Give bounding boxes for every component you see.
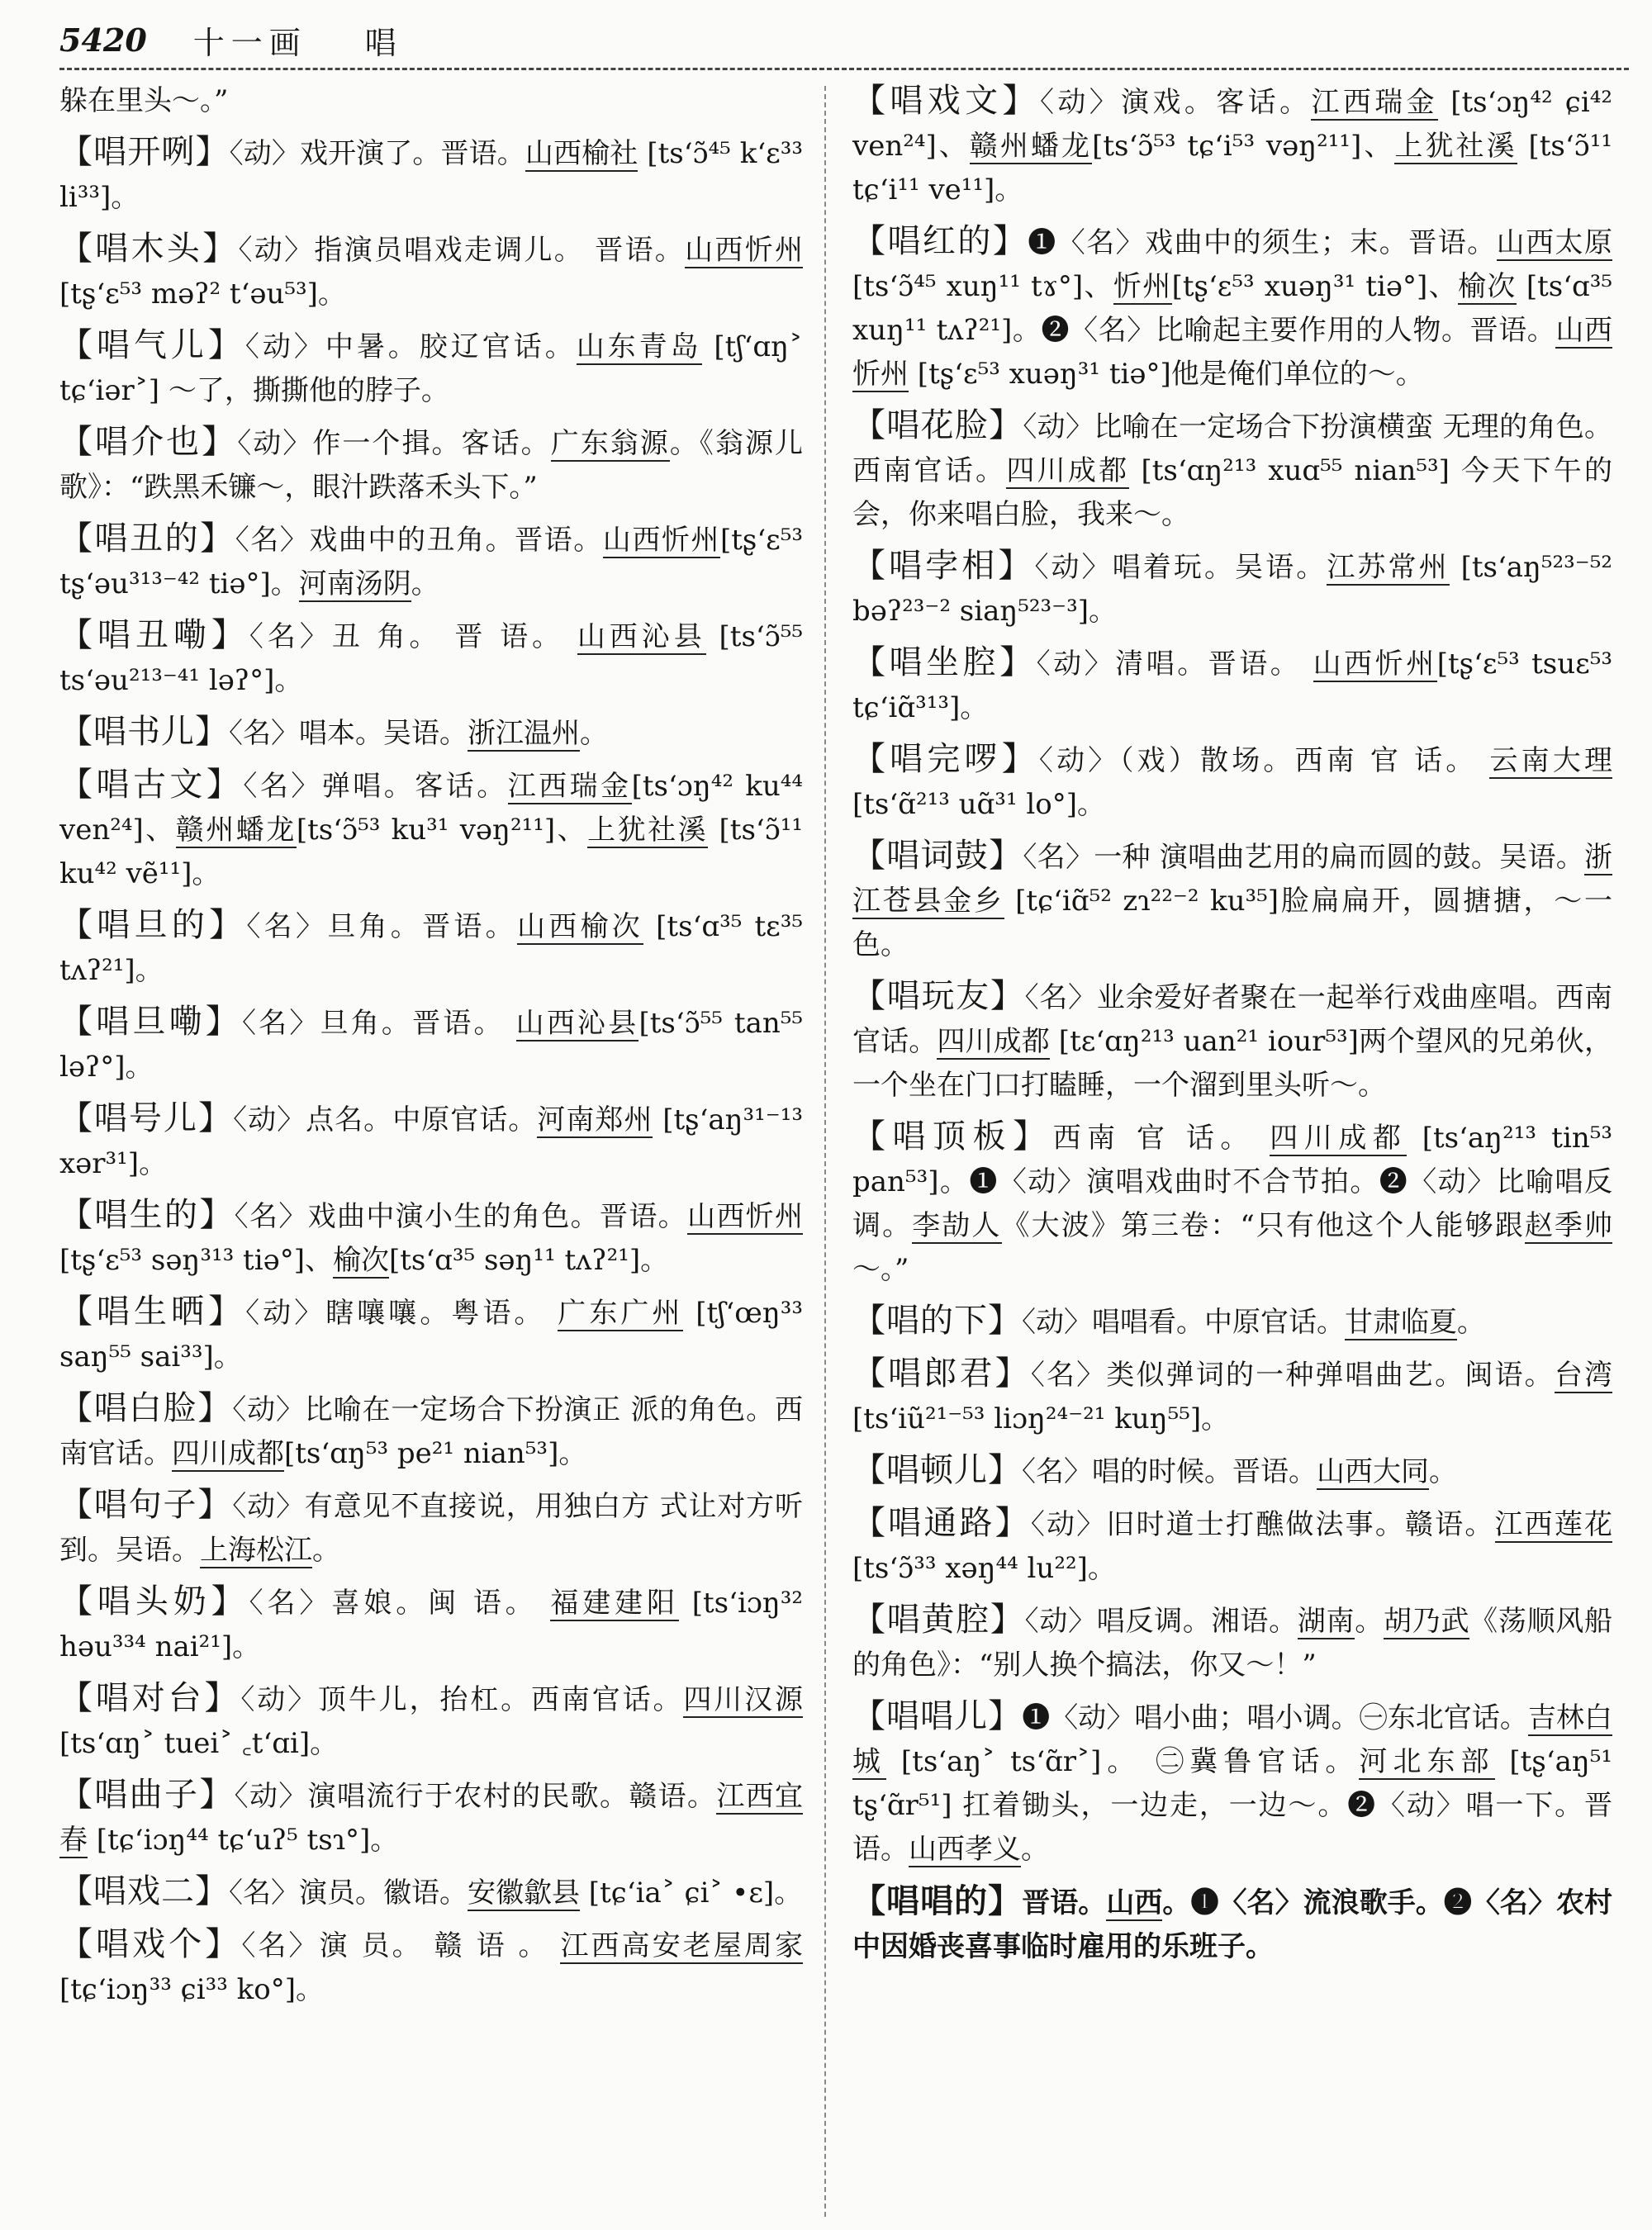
- section-label: 十一画: [192, 24, 307, 61]
- entry-text: 。: [411, 567, 439, 600]
- dictionary-entry: [852, 404, 1612, 537]
- place-name: 河南汤阴: [298, 567, 411, 600]
- dictionary-entry: [59, 1677, 803, 1766]
- entry-headword: 【唱头奶】: [59, 1582, 249, 1620]
- entry-text: 〈动〉点名。中原官话。: [233, 1103, 538, 1136]
- place-name: 江西宜春: [59, 1780, 804, 1857]
- dictionary-entry: [59, 324, 803, 413]
- entry-text: 〈动〉唱着玩。吴语。: [1034, 551, 1327, 584]
- dictionary-entry: [852, 1299, 1612, 1345]
- entry-headword: 【唱顶板】: [852, 1117, 1053, 1155]
- entry-text: 晋语。: [1022, 1886, 1107, 1919]
- entry-headword: 【唱戏二】: [59, 1872, 229, 1910]
- entry-headword: 【唱生的】: [59, 1196, 235, 1234]
- place-name: 四川成都: [172, 1437, 284, 1470]
- entry-headword: 【唱句子】: [59, 1486, 233, 1524]
- entry-text: [tʂ‘ɛ⁵³ xuəŋ³¹ tiə°]、: [1171, 270, 1458, 303]
- dictionary-entry: [59, 1923, 803, 2012]
- entry-text: 〈动〉顶牛儿，抬杠。西南官话。: [240, 1683, 684, 1716]
- place-name: 云南大理: [1489, 744, 1613, 777]
- entry-headword: 【唱黄腔】: [852, 1601, 1025, 1639]
- entry-text: 《荡顺风船的角色》：“别人换个搞法，你又～！”: [852, 1605, 1613, 1682]
- place-name: 江西高安老屋周家: [560, 1929, 804, 1962]
- dictionary-entry: [59, 1097, 803, 1186]
- place-name: 李劼人: [912, 1209, 1002, 1242]
- entry-text: [ts‘aŋ˃ ts‘ɑ̃r˃]。 ㊁冀鲁官话。: [886, 1745, 1360, 1778]
- entry-headword: 【唱戏文】: [852, 82, 1040, 120]
- entry-text: 〈名〉一种 演唱曲艺用的扁而圆的鼓。吴语。: [1023, 841, 1585, 874]
- dictionary-entry: [59, 904, 803, 993]
- place-name: 山西太原: [1496, 226, 1613, 259]
- entry-text: [tʂ‘aŋ⁵¹ tʂ‘ɑ̃r⁵¹] 扛着锄头，一边走，一边～。❷〈动〉唱一下。晋语。: [852, 1745, 1613, 1866]
- place-name: 浙江苍县金乡: [852, 841, 1613, 918]
- entry-text: 〈动〉清唱。晋语。: [1036, 648, 1313, 681]
- header-rule: [59, 68, 1629, 70]
- place-name: 山西忻州: [685, 234, 804, 267]
- place-name: 赵季帅: [1524, 1209, 1613, 1242]
- entry-text: [ts‘aŋ²¹³ tin⁵³ pan⁵³]。❶〈动〉演唱戏曲时不合节拍。❷〈动〉比喻唱反调。: [852, 1122, 1612, 1242]
- entry-headword: 【唱曲子】: [59, 1776, 235, 1814]
- place-name: 广东广州: [558, 1297, 684, 1330]
- place-name: 浙江温州: [468, 717, 580, 750]
- dictionary-entry: [852, 975, 1612, 1108]
- entry-text: [ts‘ɔ̃⁵³ tɕ‘i⁵³ vəŋ²¹¹]、: [1092, 130, 1395, 163]
- entry-text: 躲在里头～。”: [59, 84, 229, 117]
- place-name: 胡乃武: [1384, 1605, 1470, 1638]
- dictionary-entry: [59, 130, 803, 220]
- entry-headword: 【唱木头】: [59, 230, 239, 268]
- entry-headword: 【唱开咧】: [59, 133, 230, 171]
- entry-text: [ts‘aŋ⁵²³⁻⁵² bəʔ²³⁻² siaŋ⁵²³⁻³]。: [852, 551, 1613, 628]
- place-name: 上犹社溪: [587, 814, 709, 847]
- entry-headword: 【唱戏个】: [59, 1925, 242, 1963]
- dictionary-entry: [852, 641, 1612, 730]
- entry-text: [ts‘ɔ̃⁵⁵ ts‘əu²¹³⁻⁴¹ ləʔ°]。: [59, 620, 804, 697]
- place-name: 上海松江: [200, 1534, 312, 1567]
- dictionary-entry: [852, 1115, 1612, 1292]
- place-name: 山西: [1106, 1886, 1163, 1919]
- entry-headword: 【唱号儿】: [59, 1099, 234, 1137]
- place-name: 吉林白城: [852, 1701, 1613, 1778]
- entry-text: 。: [1457, 1306, 1485, 1339]
- entry-text: [ts‘ɑ³⁵ tɛ³⁵ tʌʔ²¹]。: [59, 910, 803, 987]
- entry-text: [tɕ‘iɔŋ³³ ɕi³³ ko°]。: [59, 1973, 324, 2006]
- entry-text: 〈名〉演员。徽语。: [229, 1877, 468, 1910]
- entry-text: [tʂ‘ɛ⁵³ tsuɛ⁵³ tɕ‘iɑ̃³¹³]。: [852, 648, 1613, 724]
- place-name: 山西忻州: [852, 314, 1612, 391]
- entry-headword: 【唱完啰】: [852, 740, 1039, 778]
- dictionary-entry: [852, 220, 1612, 396]
- dictionary-entry: [852, 544, 1612, 633]
- entry-text: 。: [312, 1534, 340, 1567]
- entry-text: 〈名〉业余爱好者聚在一起举行戏曲座唱。西南官话。: [852, 981, 1613, 1058]
- entry-text: [ts‘ɑ³⁵ xuŋ¹¹ tʌʔ²¹]。❷〈名〉比喻起主要作用的人物。晋语。: [852, 270, 1613, 347]
- entry-text: 。: [1429, 1455, 1457, 1488]
- place-name: 甘肃临夏: [1345, 1306, 1457, 1339]
- entry-text: [ts‘ɑŋ⁵³ pe²¹ nian⁵³]。: [284, 1437, 587, 1470]
- entry-text: 〈名〉唱本。吴语。: [229, 717, 468, 750]
- entry-text: [ts‘ɔ̃¹¹ ku⁴² vẽ¹¹]。: [59, 814, 804, 890]
- dictionary-entry: [59, 1870, 803, 1915]
- entry-headword: 【唱书儿】: [59, 713, 229, 751]
- dictionary-entry: [59, 763, 803, 896]
- entry-headword: 【唱对台】: [59, 1679, 241, 1717]
- entry-text: 〈动〉有意见不直接说，用独白方 式让对方听到。吴语。: [59, 1490, 804, 1567]
- entry-text: 〈动〉演戏。客话。: [1039, 86, 1312, 119]
- place-name: 四川成都: [1006, 454, 1130, 487]
- entry-text: [ts‘ɑ³⁵ səŋ¹¹ tʌʔ²¹]。: [388, 1244, 669, 1277]
- entry-text: 〈动〉戏开演了。晋语。: [229, 137, 525, 170]
- entry-text: [ts‘ɔŋ⁴² ku⁴⁴ ven²⁴]、: [59, 770, 804, 847]
- entry-text: 〈动〉瞎嚷嚷。粤语。: [245, 1297, 558, 1330]
- place-name: 台湾: [1554, 1359, 1613, 1392]
- place-name: 山西忻州: [687, 1200, 804, 1233]
- entry-text: 〈名〉喜娘。闽 语。: [249, 1587, 551, 1620]
- entry-text: 〈名〉戏曲中的丑角。晋语。: [235, 524, 603, 557]
- entry-text: [ts‘ɔŋ⁴² ɕi⁴² ven²⁴]、: [852, 86, 1612, 163]
- entry-headword: 【唱坐腔】: [852, 643, 1037, 681]
- entry-text: [ts‘iũ²¹⁻⁵³ liɔŋ²⁴⁻²¹ kuŋ⁵⁵]。: [852, 1402, 1230, 1435]
- entry-text: [ts‘ɔ̃⁵⁵ tan⁵⁵ ləʔ°]。: [59, 1007, 804, 1084]
- place-name: 四川成都: [1270, 1122, 1408, 1155]
- place-name: 赣州蟠龙: [969, 130, 1093, 163]
- entry-text: 〈动〉演唱流行于农村的民歌。赣语。: [234, 1780, 717, 1813]
- entry-text: 。: [580, 717, 608, 750]
- entry-headword: 【唱郎君】: [852, 1355, 1031, 1393]
- dictionary-entry: [852, 738, 1612, 827]
- dictionary-entry: [59, 1387, 803, 1476]
- entry-text: ～。”: [852, 1253, 909, 1286]
- place-name: 四川汉源: [683, 1683, 804, 1716]
- place-name: 河南郑州: [537, 1103, 653, 1136]
- entry-text: 〈动〉（戏）散场。西南 官 话。: [1038, 744, 1490, 777]
- entry-text: [tɛ‘ɑŋ²¹³ uan²¹ iour⁵³]两个望风的兄弟伙，一个坐在门口打瞌睡，一个溜到里头听～。: [852, 1025, 1613, 1102]
- entry-text: [ts‘ɑ̃²¹³ uɑ̃³¹ lo°]。: [852, 788, 1105, 821]
- entry-text: 〈动〉指演员唱戏走调儿。 晋语。: [238, 234, 686, 267]
- dictionary-entry: [852, 1879, 1612, 1969]
- entry-text: 〈动〉唱反调。湘语。: [1024, 1605, 1298, 1638]
- place-name: 山西孝义: [909, 1833, 1021, 1866]
- place-name: 山西沁县: [515, 1007, 639, 1040]
- dictionary-entry: [59, 1000, 803, 1089]
- entry-text: [ts‘ɔ̃⁴⁵ xuŋ¹¹ tɤ°]、: [852, 270, 1113, 303]
- entry-headword: 【唱旦嘞】: [59, 1003, 242, 1041]
- entry-headword: 【唱古文】: [59, 766, 244, 804]
- place-name: 山西榆次: [516, 910, 644, 943]
- entry-text: [tʂ‘ɛ⁵³ tʂ‘əu³¹³⁻⁴² tiə°]。: [59, 524, 804, 600]
- place-name: 山西大同: [1317, 1455, 1429, 1488]
- dictionary-entry: [852, 1598, 1612, 1687]
- entry-text: 〈动〉比喻在一定场合下扮演正 派的角色。西南官话。: [59, 1393, 804, 1470]
- dictionary-entry: [852, 1352, 1612, 1441]
- place-name: 赣州蟠龙: [175, 814, 297, 847]
- dictionary-entry: [59, 227, 803, 316]
- dictionary-entry: [59, 614, 803, 703]
- place-name: 山西忻州: [602, 524, 720, 557]
- entry-text: [ts‘iɔŋ³² həu³³⁴ nai²¹]。: [59, 1587, 804, 1663]
- entry-text: 。: [1021, 1833, 1049, 1866]
- entry-headword: 【唱丑嘞】: [59, 616, 249, 654]
- place-name: 江苏常州: [1327, 551, 1450, 584]
- entry-headword: 【唱玩友】: [852, 977, 1025, 1015]
- entry-headword: 【唱旦的】: [59, 906, 247, 944]
- place-name: 上犹社溪: [1394, 130, 1517, 163]
- dictionary-entry: [59, 1290, 803, 1379]
- head-character: 唱: [364, 24, 396, 61]
- entry-text: 。❶〈名〉流浪歌手。❷〈名〉农村中因婚丧喜事临时雇用的乐班子。: [852, 1886, 1613, 1963]
- entry-headword: 【唱白脸】: [59, 1389, 233, 1427]
- entry-text: 〈名〉旦角。晋语。: [241, 1007, 516, 1040]
- entry-headword: 【唱气儿】: [59, 326, 245, 364]
- entry-text: [tʃ‘ɑŋ˃ tɕ‘iər˃] ～了，撕撕他的脖子。: [59, 330, 804, 407]
- entry-continuation: [59, 79, 803, 123]
- dictionary-entry: [59, 420, 803, 510]
- entry-text: [ts‘ɔ̃¹¹ tɕ‘i¹¹ ve¹¹]。: [852, 130, 1612, 206]
- entry-headword: 【唱红的】: [852, 222, 1028, 260]
- entry-headword: 【唱顿儿】: [852, 1451, 1022, 1489]
- place-name: 山东青岛: [576, 330, 702, 363]
- entry-headword: 【唱词鼓】: [852, 837, 1023, 875]
- left-column: [59, 79, 803, 2019]
- entry-text: [tʂ‘ɛ⁵³ məʔ² t‘əu⁵³]。: [59, 278, 346, 311]
- entry-text: [tʃ‘œŋ³³ saŋ⁵⁵ sai³³]。: [59, 1297, 804, 1374]
- place-name: 山西沁县: [577, 620, 706, 653]
- entry-text: 〈名〉戏曲中演小生的角色。晋语。: [234, 1200, 688, 1233]
- entry-headword: 【唱唱的】: [852, 1881, 1023, 1920]
- entry-text: [ts‘ɑŋ²¹³ xuɑ⁵⁵ nian⁵³] 今天下午的会，你来唱白脸，我来～。: [852, 454, 1613, 531]
- entry-text: 〈名〉唱的时候。晋语。: [1022, 1455, 1317, 1488]
- place-name: 安徽歙县: [468, 1877, 580, 1910]
- entry-headword: 【唱介也】: [59, 423, 238, 461]
- dictionary-entry: [852, 834, 1612, 967]
- entry-text: [tɕ‘ia˃ ɕi˃ •ɛ]。: [580, 1877, 803, 1910]
- entry-text: 〈动〉作一个揖。客话。: [237, 427, 551, 460]
- place-name: 广东翁源: [550, 427, 670, 460]
- place-name: 榆次: [1457, 270, 1517, 303]
- dictionary-entry: [852, 1449, 1612, 1494]
- place-name: 湖南: [1297, 1605, 1355, 1638]
- entry-text: 〈名〉演 员。 赣 语 。: [241, 1929, 561, 1962]
- entry-text: [tɕ‘iɔŋ⁴⁴ tɕ‘uʔ⁵ tsɿ°]。: [88, 1824, 399, 1857]
- entry-text: [tʂ‘ɛ⁵³ səŋ³¹³ tiə°]、: [59, 1244, 333, 1277]
- entry-text: 〈动〉唱唱看。中原官话。: [1022, 1306, 1345, 1339]
- entry-headword: 【唱通路】: [852, 1504, 1031, 1542]
- entry-text: [tʂ‘aŋ³¹⁻¹³ xər³¹]。: [59, 1103, 804, 1180]
- place-name: 忻州: [1113, 270, 1172, 303]
- entry-headword: 【唱的下】: [852, 1302, 1022, 1340]
- entry-text: ❶〈动〉唱小曲；唱小调。㊀东北官话。: [1022, 1701, 1528, 1734]
- entry-text: 〈动〉比喻在一定场合下扮演横蛮 无理的角色。西南官话。: [852, 410, 1613, 487]
- dictionary-entry: [852, 1502, 1612, 1591]
- page-header: [59, 15, 1629, 64]
- dictionary-entry: [59, 1580, 803, 1669]
- dictionary-entry: [59, 710, 803, 756]
- place-name: 榆次: [332, 1244, 389, 1277]
- entry-text: [ts‘ɑŋ˃ tuei˃ ꜀t‘ɑi]。: [59, 1727, 339, 1760]
- dictionary-entry: [59, 517, 803, 606]
- entry-text: 〈名〉旦角。晋语。: [246, 910, 517, 943]
- entry-headword: 【唱丑的】: [59, 520, 235, 558]
- place-name: 江西瑞金: [1311, 86, 1439, 119]
- entry-text: 〈名〉弹唱。客话。: [243, 770, 508, 803]
- entry-text: 〈名〉类似弹词的一种弹唱曲艺。闽语。: [1030, 1359, 1555, 1392]
- place-name: 四川成都: [937, 1025, 1050, 1058]
- entry-text: 〈名〉丑 角。 晋 语。: [249, 620, 577, 653]
- page-number: 5420: [59, 21, 147, 59]
- entry-headword: 【唱唱儿】: [852, 1697, 1023, 1735]
- entry-text: 。《翁源儿歌》：“跌黑禾镰～，眼汁跌落禾头下。”: [59, 427, 804, 504]
- entry-text: [tɕ‘iɑ̃⁵² zɿ²²⁻² ku³⁵]脸扁扁开，圆搪搪，～一色。: [852, 885, 1613, 961]
- dictionary-entry: [59, 1483, 803, 1573]
- entry-text: 〈动〉中暑。胶辽官话。: [244, 330, 577, 363]
- entry-text: [ts‘ɔ̃⁵³ ku³¹ vəŋ²¹¹]、: [296, 814, 588, 847]
- entry-text: 西南 官 话。: [1052, 1122, 1270, 1155]
- entry-text: [ts‘ɔ̃⁴⁵ k‘ɛ³³ li³³]。: [59, 137, 804, 214]
- column-divider: [824, 86, 826, 2217]
- entry-text: 〈动〉旧时道士打醮做法事。赣语。: [1030, 1508, 1495, 1541]
- place-name: 河北东部: [1359, 1745, 1495, 1778]
- place-name: 山西榆社: [525, 137, 638, 170]
- entry-headword: 【唱生晒】: [59, 1293, 246, 1331]
- place-name: 江西瑞金: [507, 770, 632, 803]
- entry-headword: 【唱花脸】: [852, 406, 1023, 444]
- dictionary-entry: [852, 79, 1612, 212]
- place-name: 福建建阳: [550, 1587, 680, 1620]
- dictionary-entry: [59, 1193, 803, 1283]
- entry-text: 。: [1355, 1605, 1384, 1638]
- entry-text: 《大波》第三卷：“只有他这个人能够跟: [1001, 1209, 1525, 1242]
- right-column: [852, 79, 1612, 1976]
- entry-headword: 【唱孛相】: [852, 547, 1035, 585]
- entry-text: ❶〈名〉戏曲中的须生；末。晋语。: [1028, 226, 1497, 259]
- place-name: 江西莲花: [1494, 1508, 1613, 1541]
- entry-text: [tʂ‘ɛ⁵³ xuəŋ³¹ tiə°]他是俺们单位的～。: [909, 358, 1424, 391]
- dictionary-entry: [852, 1695, 1612, 1872]
- entry-text: [ts‘ɔ̃³³ xəŋ⁴⁴ lu²²]。: [852, 1552, 1116, 1585]
- dictionary-entry: [59, 1773, 803, 1862]
- place-name: 山西忻州: [1313, 648, 1437, 681]
